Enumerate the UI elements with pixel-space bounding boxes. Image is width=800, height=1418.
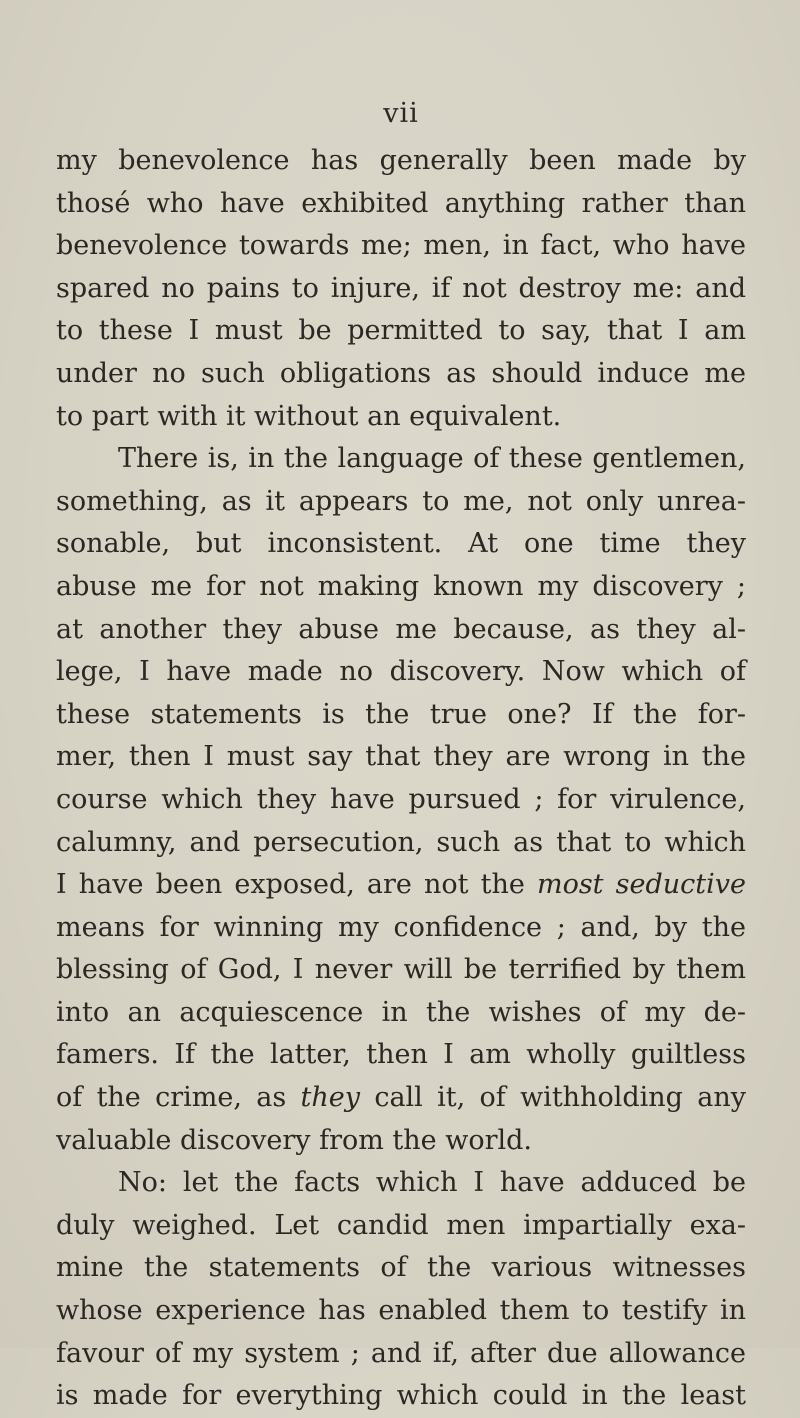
text-line: means for winning my confidence ; and, by the xyxy=(56,911,746,943)
text-line: duly weighed. Let candid men impartially exa- xyxy=(56,1209,746,1241)
italic-text: most seductive xyxy=(536,869,746,901)
text-line: favour of my system ; and if, after due allowance xyxy=(56,1337,746,1369)
body-text xyxy=(56,140,746,1418)
text-segment: I have been exposed, are not the xyxy=(56,869,537,901)
text-line: No: let the facts which I have adduced be xyxy=(118,1167,746,1199)
text-line xyxy=(56,864,746,907)
text-segment: call it, of withholding any xyxy=(360,1082,746,1114)
text-line: There is, in the language of these gentlemen, xyxy=(118,443,746,475)
text-line: my benevolence has generally been made by xyxy=(56,145,746,176)
text-line: mine the statements of the various witnesses xyxy=(56,1252,746,1284)
text-line: lege, I have made no discovery. Now which of xyxy=(56,656,746,688)
text-line: under no such obligations as should induce me xyxy=(56,357,746,389)
text-line: to part with it without an equivalent. xyxy=(56,400,562,432)
text-line: blessing of God, I never will be terrified by them xyxy=(56,954,746,986)
text-segment: of the crime, as xyxy=(56,1082,301,1114)
text-line: something, as it appears to me, not only unrea- xyxy=(56,485,746,517)
text-line: valuable discovery from the world. xyxy=(56,1124,532,1156)
text-line: course which they have pursued ; for virulence, xyxy=(56,783,746,815)
text-line xyxy=(56,1077,746,1120)
text-line: into an acquiescence in the wishes of my de- xyxy=(56,996,746,1028)
italic-text: they xyxy=(300,1082,360,1114)
text-line: at another they abuse me because, as they al- xyxy=(56,613,746,645)
text-line: benevolence towards me; men, in fact, who have xyxy=(56,230,746,262)
text-line: to these I must be permitted to say, that I am xyxy=(56,315,746,347)
page-number: vii xyxy=(383,98,419,129)
text-line: famers. If the latter, then I am wholly guiltless xyxy=(56,1039,746,1071)
text-line: mer, then I must say that they are wrong in the xyxy=(56,741,746,773)
text-line: is made for everything which could in the least xyxy=(56,1380,746,1412)
text-line: spared no pains to injure, if not destroy me: and xyxy=(56,272,746,304)
text-line: thosé who have exhibited anything rather than xyxy=(56,187,746,219)
text-line: abuse me for not making known my discovery ; xyxy=(56,570,746,602)
text-line: whose experience has enabled them to testify in xyxy=(56,1295,746,1327)
text-line: these statements is the true one? If the for- xyxy=(56,698,746,730)
text-line: calumny, and persecution, such as that to which xyxy=(56,826,746,858)
text-line: sonable, but inconsistent. At one time they xyxy=(56,528,746,560)
